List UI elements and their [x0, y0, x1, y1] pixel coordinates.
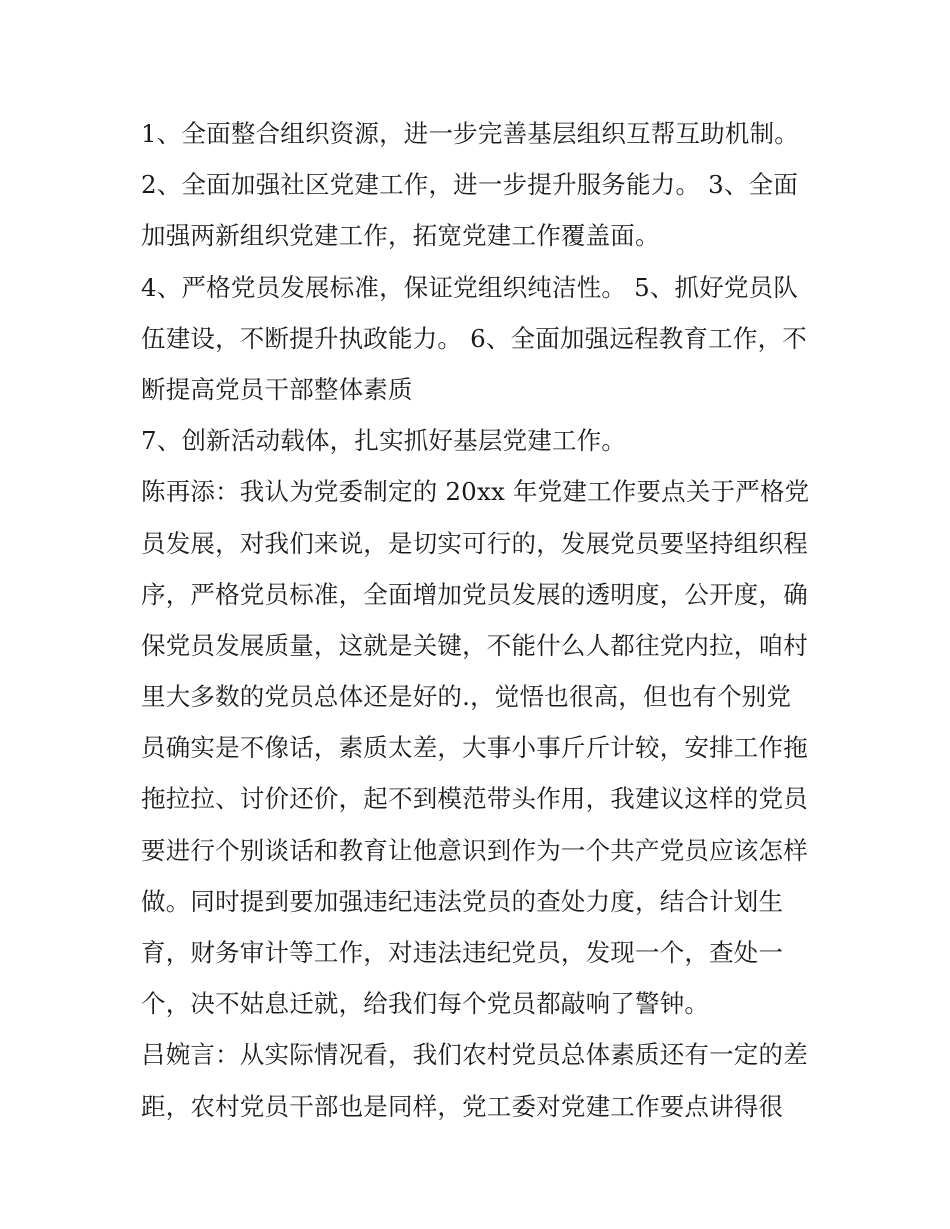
text-line: 里大多数的党员总体还是好的.，觉悟也很高，但也有个别党 [141, 682, 792, 712]
text-line: 1、全面整合组织资源，进一步完善基层组织互帮互助机制。 [141, 119, 799, 148]
text-line: 断提高党员干部整体素质 [141, 374, 413, 404]
text-line: 序，严格党员标准，全面增加党员发展的透明度，公开度，确 [141, 579, 808, 609]
text-line: 做。同时提到要加强违纪违法党员的查处力度，结合计划生 [141, 886, 784, 916]
text-line: 拖拉拉、讨价还价，起不到模范带头作用，我建议这样的党员 [141, 784, 808, 814]
text-line: 员确实是不像话，素质太差，大事小事斤斤计较，安排工作拖 [141, 733, 808, 763]
text-line: 距，农村党员干部也是同样，党工委对党建工作要点讲得很 [141, 1091, 784, 1121]
text-line: 陈再添：我认为党委制定的 20xx 年党建工作要点关于严格党 [141, 477, 810, 507]
text-line: 加强两新组织党建工作，拓宽党建工作覆盖面。 [141, 221, 660, 251]
text-line: 吕婉言：从实际情况看，我们农村党员总体素质还有一定的差 [141, 1040, 808, 1070]
text-line: 4、严格党员发展标准，保证党组织纯洁性。 5、抓好党员队 [141, 272, 799, 302]
text-line: 2、全面加强社区党建工作，进一步提升服务能力。 3、全面 [141, 170, 799, 200]
text-line: 要进行个别谈话和教育让他意识到作为一个共产党员应该怎样 [141, 835, 808, 865]
text-line: 7、创新活动载体，扎实抓好基层党建工作。 [141, 426, 627, 456]
text-line: 育，财务审计等工作，对违法违纪党员，发现一个，查处一 [141, 938, 784, 967]
text-line: 保党员发展质量，这就是关键，不能什么人都往党内拉，咱村 [141, 630, 808, 660]
document-body [141, 108, 821, 1132]
text-line: 员发展，对我们来说，是切实可行的，发展党员要坚持组织程 [141, 528, 808, 558]
text-line: 伍建设，不断提升执政能力。 6、全面加强远程教育工作，不 [141, 323, 807, 353]
text-line: 个，决不姑息迁就，给我们每个党员都敲响了警钟。 [141, 989, 710, 1019]
